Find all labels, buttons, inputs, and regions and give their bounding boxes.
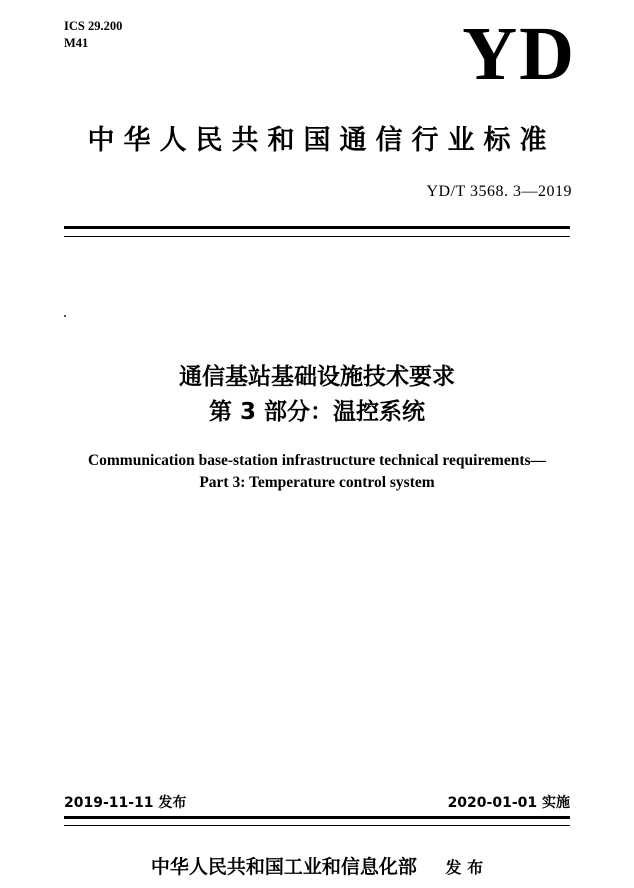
document-title-en-line1: Communication base-station infrastructure technical requirements— — [87, 452, 547, 469]
issue-date: 2019-11-11 发布 — [64, 795, 187, 811]
divider-top-thick — [64, 226, 570, 229]
document-title-en — [0, 450, 634, 494]
ics-code: ICS 29.200 — [64, 19, 123, 33]
document-title-cn-line1: 通信基站基础设施技术要求 — [179, 364, 455, 390]
yd-logo: YD — [462, 12, 576, 96]
document-title-cn — [0, 360, 634, 430]
document-title-en-line2: Part 3: Temperature control system — [199, 474, 435, 491]
publisher-block — [0, 852, 634, 879]
divider-top-thin — [64, 236, 570, 237]
publisher-verb: 发 布 — [445, 858, 484, 877]
implementation-date: 2020-01-01 实施 — [447, 795, 570, 811]
date-row — [64, 792, 570, 812]
classification-code: M41 — [64, 36, 89, 50]
page-speck — [64, 315, 66, 317]
ics-block — [64, 18, 122, 52]
standard-number: YD/T 3568. 3—2019 — [426, 183, 572, 200]
divider-bottom-thin — [64, 825, 570, 826]
publisher-name: 中华人民共和国工业和信息化部 — [150, 856, 417, 878]
national-standard-title: 中华人民共和国通信行业标准 — [87, 125, 556, 156]
divider-bottom-thick — [64, 816, 570, 819]
document-title-cn-line2: 第 3 部分：温控系统 — [208, 399, 426, 425]
